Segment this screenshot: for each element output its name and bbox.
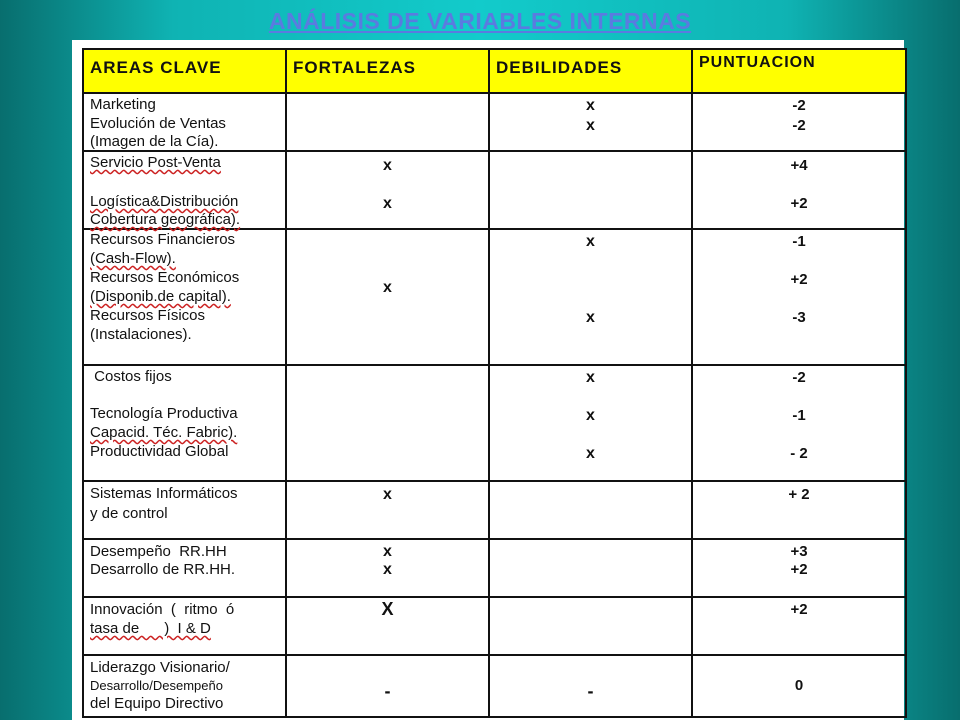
header-fortalezas: FORTALEZAS	[286, 49, 489, 93]
table-row	[83, 655, 906, 717]
table-row	[83, 229, 906, 365]
area-line	[90, 212, 240, 227]
area-line: Evolución de Ventas	[90, 115, 226, 132]
area-line-text: tasa de ) I & D	[90, 620, 211, 637]
area-line: Recursos Físicos	[90, 307, 206, 324]
area-line-text: Capacid. Téc. Fabric).	[90, 424, 238, 441]
score-value: +2	[790, 271, 808, 288]
fortaleza-mark: x	[383, 195, 392, 212]
area-line: Desempeño RR.HH	[90, 543, 227, 560]
area-line: Desarrollo/Desempeño	[90, 678, 223, 693]
debilidad-mark: -	[587, 681, 594, 701]
area-line-text: Servicio Post-Venta	[90, 154, 221, 171]
table-row	[83, 365, 906, 481]
area-line: (Instalaciones).	[90, 326, 192, 343]
debilidad-mark: x	[586, 369, 595, 386]
score-value: -2	[792, 97, 806, 114]
area-line: Liderazgo Visionario/	[90, 659, 230, 676]
fortaleza-mark: -	[384, 681, 391, 701]
area-line	[90, 425, 237, 440]
score-value: -1	[792, 233, 806, 250]
area-line	[90, 194, 238, 209]
debilidad-mark: x	[586, 117, 595, 134]
debilidad-mark: x	[586, 445, 595, 462]
score-value: +4	[790, 157, 808, 174]
header-puntuacion: PUNTUACION	[692, 49, 906, 93]
area-line	[90, 289, 231, 304]
table-row	[83, 93, 906, 151]
area-line: Sistemas Informáticos	[90, 485, 238, 502]
area-line: y de control	[90, 505, 168, 522]
debilidad-mark: x	[586, 233, 595, 250]
score-value: +2	[790, 195, 808, 212]
fortaleza-mark: X	[381, 599, 394, 619]
fortaleza-mark: x	[383, 279, 392, 296]
debilidad-mark: x	[586, 407, 595, 424]
score-value: -2	[792, 117, 806, 134]
header-areas-clave: AREAS CLAVE	[83, 49, 286, 93]
area-line-text: (Disponib.de capital).	[90, 288, 231, 305]
internal-variables-table	[82, 48, 907, 718]
score-value: - 2	[790, 445, 808, 462]
score-value: 0	[794, 677, 804, 694]
area-line	[90, 621, 211, 636]
area-line-text: Cobertura geográfica).	[90, 211, 241, 228]
area-line: Desarrollo de RR.HH.	[90, 561, 236, 578]
score-value: -1	[792, 407, 806, 424]
table-row	[83, 597, 906, 655]
area-line: Productividad Global	[90, 443, 229, 460]
table-row	[83, 481, 906, 539]
area-line: Marketing	[90, 96, 156, 113]
area-line: Recursos Económicos	[90, 269, 240, 286]
fortaleza-mark: x	[383, 561, 392, 578]
score-value: +2	[790, 601, 808, 618]
header-debilidades: DEBILIDADES	[489, 49, 692, 93]
area-line: Costos fijos	[90, 368, 172, 385]
fortaleza-mark: x	[383, 157, 392, 174]
area-line-text: Logística&Distribución	[90, 193, 239, 210]
area-line: (Imagen de la Cía).	[90, 133, 219, 150]
score-value: -3	[792, 309, 806, 326]
area-line: Recursos Financieros	[90, 231, 236, 248]
table-sheet	[72, 40, 904, 720]
score-value: +3	[790, 543, 808, 560]
area-line-text: (Cash-Flow).	[90, 250, 176, 267]
score-value: -2	[792, 369, 806, 386]
area-line: del Equipo Directivo	[90, 695, 224, 712]
fortaleza-mark: x	[383, 543, 392, 560]
slide-title: ANÁLISIS DE VARIABLES INTERNAS	[268, 8, 692, 34]
table-row	[83, 151, 906, 229]
area-line	[90, 155, 221, 170]
fortaleza-mark: x	[383, 486, 392, 503]
debilidad-mark: x	[586, 309, 595, 326]
score-value: + 2	[788, 486, 810, 503]
area-line: Innovación ( ritmo ó	[90, 601, 235, 618]
score-value: +2	[790, 561, 808, 578]
area-line	[90, 251, 176, 266]
table-row	[83, 539, 906, 597]
debilidad-mark: x	[586, 97, 595, 114]
table-header-row	[83, 49, 906, 93]
area-line: Tecnología Productiva	[90, 405, 238, 422]
